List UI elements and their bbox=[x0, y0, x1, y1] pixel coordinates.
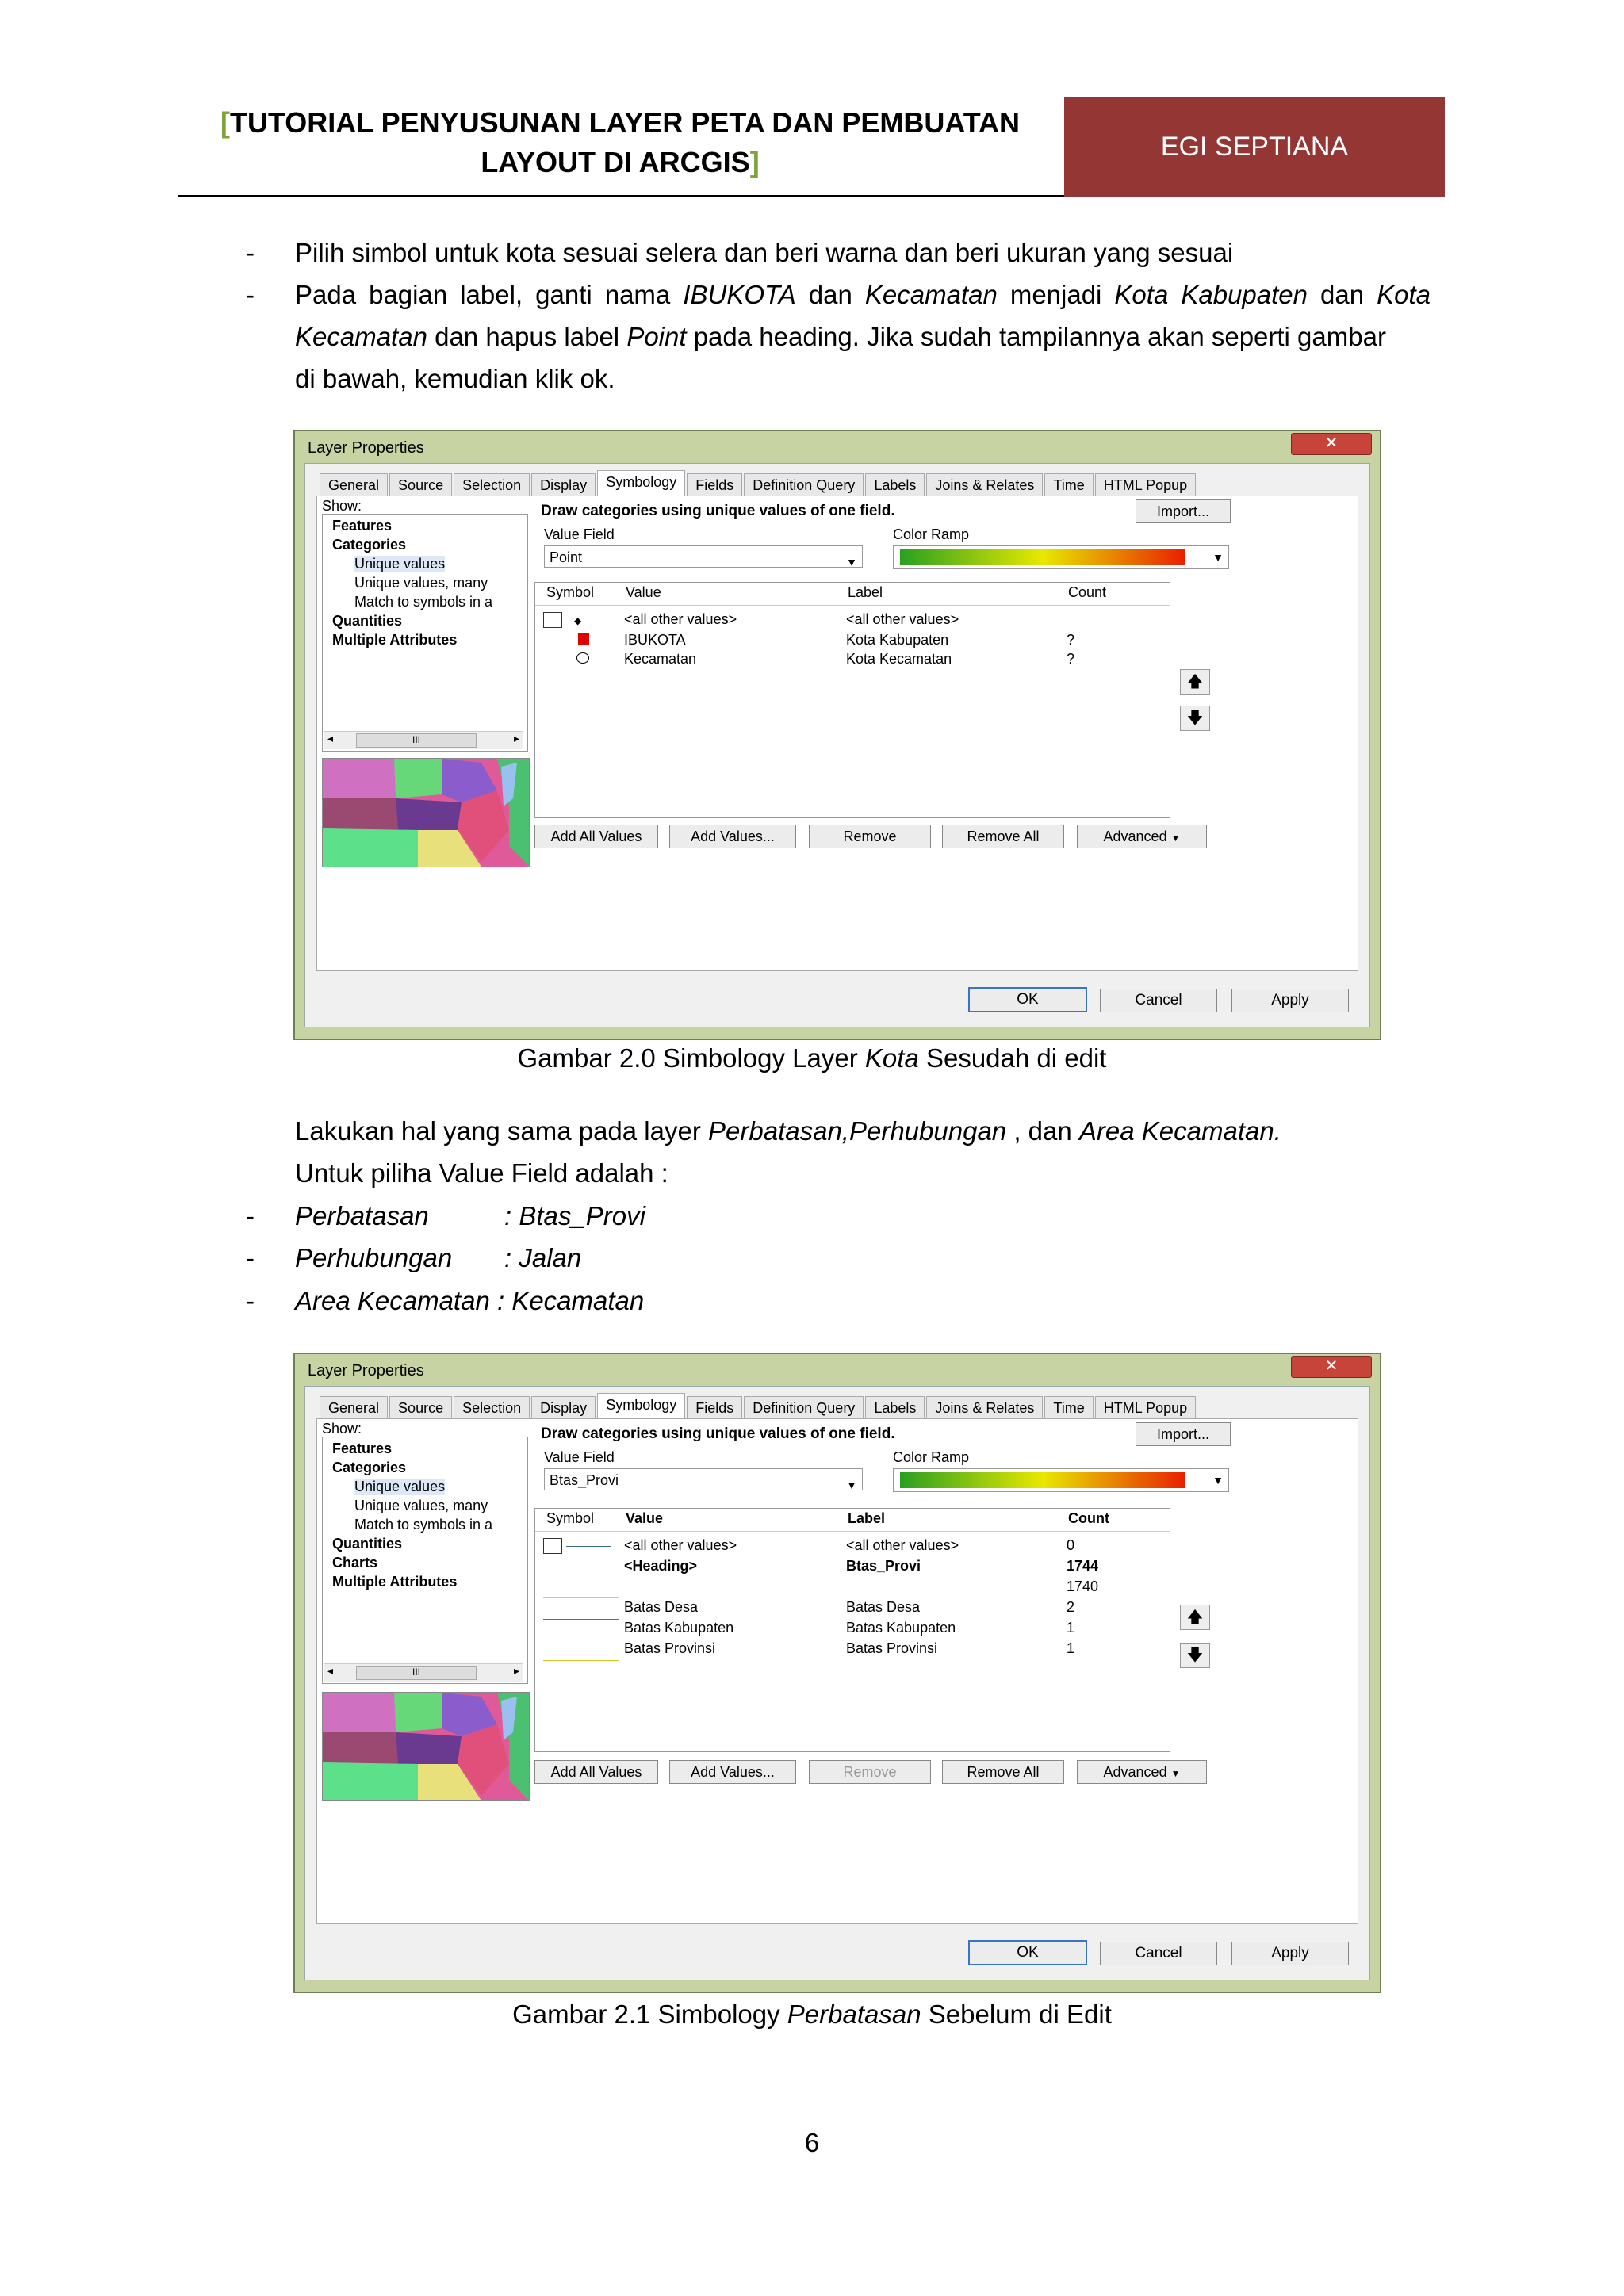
tab-labels[interactable]: Labels bbox=[865, 1396, 925, 1419]
row-value: <all other values> bbox=[624, 611, 737, 627]
color-ramp-select[interactable] bbox=[893, 1468, 1229, 1492]
row-value: <Heading> bbox=[624, 1558, 698, 1574]
row-count: 1740 bbox=[1067, 1578, 1099, 1594]
tree-quantities[interactable]: Quantities bbox=[332, 613, 403, 629]
ok-button[interactable]: OK bbox=[968, 987, 1087, 1012]
cancel-button[interactable]: Cancel bbox=[1100, 1942, 1217, 1965]
tab-html-popup[interactable]: HTML Popup bbox=[1095, 473, 1196, 496]
header-title bbox=[178, 103, 1063, 182]
tree-charts[interactable]: Charts bbox=[332, 1555, 378, 1571]
remove-button[interactable]: Remove bbox=[809, 1760, 931, 1784]
chevron-down-icon: ▼ bbox=[846, 1479, 857, 1491]
para2-line1: Lakukan hal yang sama pada layer Perbatasan,Perhubungan , dan Area Kecamatan. bbox=[295, 1116, 1281, 1146]
tab-selection[interactable]: Selection bbox=[454, 1396, 530, 1419]
symbology-panel bbox=[316, 1418, 1358, 1924]
row-count: 1744 bbox=[1067, 1558, 1099, 1574]
remove-button[interactable]: Remove bbox=[809, 825, 931, 848]
draw-categories-label: Draw categories using unique values of one field. bbox=[541, 1425, 895, 1442]
move-up-button[interactable]: 🡅 bbox=[1180, 669, 1210, 695]
caption-2: Gambar 2.1 Simbology Perbatasan Sebelum di Edit bbox=[512, 1999, 1112, 2029]
layer-properties-dialog-1 bbox=[293, 430, 1381, 1040]
show-tree bbox=[322, 1437, 528, 1684]
bullet-dash: - bbox=[246, 1243, 255, 1272]
tree-unique-values-many[interactable]: Unique values, many bbox=[354, 575, 488, 591]
map-preview bbox=[322, 758, 530, 867]
apply-button[interactable]: Apply bbox=[1231, 989, 1349, 1012]
color-ramp-swatch bbox=[900, 549, 1185, 565]
import-button[interactable]: Import... bbox=[1136, 1422, 1231, 1446]
tree-categories[interactable]: Categories bbox=[332, 1460, 407, 1475]
col-symbol[interactable]: Symbol bbox=[546, 1510, 595, 1526]
col-label[interactable]: Label bbox=[848, 584, 883, 600]
bullet-2-line1: Pada bagian label, ganti nama IBUKOTA dan Kecamatan menjadi Kota Kabupaten dan Kota bbox=[295, 280, 1431, 309]
ok-button[interactable]: OK bbox=[968, 1940, 1087, 1965]
row-label: Kota Kabupaten bbox=[846, 632, 949, 648]
layer-properties-dialog-2 bbox=[293, 1353, 1381, 1993]
tree-scrollbar[interactable]: ◂ III ▸ bbox=[324, 1663, 523, 1682]
tree-match-to-symbols[interactable]: Match to symbols in a bbox=[354, 594, 493, 610]
row-count: ? bbox=[1067, 632, 1075, 648]
row-value: Kecamatan bbox=[624, 651, 697, 667]
row-count: 1 bbox=[1067, 1620, 1075, 1636]
row-label: Batas Desa bbox=[846, 1599, 921, 1615]
line-symbol-red bbox=[543, 1628, 619, 1644]
bullet-dash: - bbox=[246, 280, 255, 309]
tab-selection[interactable]: Selection bbox=[454, 473, 530, 496]
col-count[interactable]: Count bbox=[1068, 1510, 1109, 1526]
tree-features[interactable]: Features bbox=[332, 518, 393, 534]
value-field-select[interactable]: Point ▼ bbox=[544, 545, 863, 568]
vf-layer-2: Perhubungan bbox=[295, 1243, 453, 1272]
row-label: <all other values> bbox=[846, 611, 959, 627]
value-field-label: Value Field bbox=[544, 1449, 615, 1465]
row-count: ? bbox=[1067, 651, 1075, 667]
move-up-button[interactable]: 🡅 bbox=[1180, 1605, 1210, 1630]
checkbox-icon[interactable] bbox=[543, 1538, 562, 1554]
tab-strip bbox=[320, 473, 1197, 496]
add-values-button[interactable]: Add Values... bbox=[669, 825, 796, 848]
row-value: <all other values> bbox=[624, 1537, 737, 1553]
author-name: EGI SEPTIANA bbox=[1160, 131, 1349, 162]
close-button[interactable]: ✕ bbox=[1291, 433, 1372, 455]
table-row[interactable] bbox=[543, 611, 581, 628]
color-ramp-select[interactable] bbox=[893, 545, 1229, 569]
header-rule bbox=[178, 195, 1066, 197]
circle-icon bbox=[576, 651, 589, 668]
table-row[interactable] bbox=[543, 1537, 611, 1554]
draw-categories-label: Draw categories using unique values of one field. bbox=[541, 503, 895, 519]
vf-field-2: : Jalan bbox=[504, 1243, 582, 1272]
col-label[interactable]: Label bbox=[848, 1510, 886, 1526]
color-ramp-label: Color Ramp bbox=[893, 1449, 970, 1465]
tree-unique-values[interactable]: Unique values bbox=[354, 1479, 446, 1494]
tree-multiple-attributes[interactable]: Multiple Attributes bbox=[332, 632, 458, 648]
author-box bbox=[1064, 97, 1445, 197]
advanced-button[interactable]: Advanced ▼ bbox=[1077, 825, 1207, 848]
close-button[interactable]: ✕ bbox=[1291, 1356, 1372, 1378]
tab-strip bbox=[320, 1396, 1197, 1418]
diamond-icon: ◆ bbox=[574, 615, 582, 626]
tree-unique-values[interactable]: Unique values bbox=[354, 556, 446, 572]
symbology-panel bbox=[316, 496, 1358, 971]
tree-scrollbar[interactable]: ◂ III ▸ bbox=[324, 731, 523, 749]
row-label: Kota Kecamatan bbox=[846, 651, 952, 667]
color-ramp-label: Color Ramp bbox=[893, 526, 970, 542]
row-value: Batas Desa bbox=[624, 1599, 699, 1615]
row-value: Batas Kabupaten bbox=[624, 1620, 734, 1636]
dialog-body bbox=[304, 1386, 1370, 1980]
dialog-body bbox=[304, 463, 1370, 1027]
add-all-values-button[interactable]: Add All Values bbox=[534, 1760, 658, 1784]
col-count[interactable]: Count bbox=[1068, 584, 1107, 600]
chevron-down-icon: ▼ bbox=[1170, 832, 1181, 844]
import-button[interactable]: Import... bbox=[1136, 499, 1231, 523]
row-label: Batas Provinsi bbox=[846, 1640, 938, 1656]
cancel-button[interactable]: Cancel bbox=[1100, 989, 1217, 1012]
remove-all-button[interactable]: Remove All bbox=[942, 1760, 1064, 1784]
dialog-title: Layer Properties bbox=[308, 439, 424, 457]
value-field-select[interactable]: Btas_Provi ▼ bbox=[544, 1468, 863, 1490]
tab-source[interactable]: Source bbox=[389, 1396, 452, 1419]
tab-symbology[interactable]: Symbology bbox=[597, 1393, 685, 1419]
advanced-button[interactable]: Advanced ▼ bbox=[1077, 1760, 1207, 1784]
tab-html-popup[interactable]: HTML Popup bbox=[1095, 1396, 1196, 1419]
row-value: IBUKOTA bbox=[624, 632, 686, 648]
bullet-dash: - bbox=[246, 238, 255, 267]
dialog-title: Layer Properties bbox=[308, 1362, 424, 1380]
red-square-icon bbox=[578, 632, 589, 649]
apply-button[interactable]: Apply bbox=[1231, 1942, 1349, 1965]
tree-unique-values-many[interactable]: Unique values, many bbox=[354, 1498, 488, 1513]
tree-features[interactable]: Features bbox=[332, 1441, 393, 1456]
row-label: <all other values> bbox=[846, 1537, 959, 1553]
tab-fields[interactable]: Fields bbox=[687, 473, 742, 496]
move-down-button[interactable]: 🡇 bbox=[1180, 1643, 1210, 1668]
tree-categories[interactable]: Categories bbox=[332, 537, 407, 553]
tab-general[interactable]: General bbox=[320, 473, 388, 496]
vf-layer-3: Area Kecamatan : Kecamatan bbox=[295, 1286, 645, 1315]
chevron-down-icon: ▼ bbox=[1170, 1768, 1181, 1779]
tab-joins-relates[interactable]: Joins & Relates bbox=[926, 473, 1043, 496]
para2-line2: Untuk piliha Value Field adalah : bbox=[295, 1158, 668, 1188]
open-bracket: [ bbox=[220, 106, 230, 139]
tab-time[interactable]: Time bbox=[1044, 1396, 1093, 1419]
values-table bbox=[534, 1508, 1170, 1752]
show-label: Show: bbox=[322, 498, 362, 514]
show-label: Show: bbox=[322, 1421, 362, 1437]
bullet-2-line2: Kecamatan dan hapus label Point pada heading. Jika sudah tampilannya akan seperti gambar bbox=[295, 322, 1386, 351]
show-tree bbox=[322, 514, 528, 752]
line-symbol-yellow bbox=[543, 1648, 619, 1665]
tab-general[interactable]: General bbox=[320, 1396, 388, 1419]
tab-fields[interactable]: Fields bbox=[687, 1396, 742, 1419]
caption-1: Gambar 2.0 Simbology Layer Kota Sesudah di edit bbox=[517, 1043, 1107, 1073]
add-all-values-button[interactable]: Add All Values bbox=[534, 825, 658, 848]
col-value[interactable]: Value bbox=[626, 584, 661, 600]
tab-display[interactable]: Display bbox=[531, 473, 596, 496]
tree-match-to-symbols[interactable]: Match to symbols in a bbox=[354, 1517, 493, 1533]
tab-definition-query[interactable]: Definition Query bbox=[744, 473, 864, 496]
bullet-dash: - bbox=[246, 1286, 255, 1315]
row-count: 1 bbox=[1067, 1640, 1075, 1656]
col-symbol[interactable]: Symbol bbox=[546, 584, 595, 600]
color-ramp-swatch bbox=[900, 1472, 1185, 1488]
value-field-label: Value Field bbox=[544, 526, 615, 542]
close-bracket: ] bbox=[749, 146, 760, 178]
bullet-2-line3: di bawah, kemudian klik ok. bbox=[295, 364, 615, 393]
page-number: 6 bbox=[804, 2128, 820, 2157]
line-symbol-yellow bbox=[543, 1585, 619, 1601]
row-label: Btas_Provi bbox=[846, 1558, 921, 1574]
tab-definition-query[interactable]: Definition Query bbox=[744, 1396, 864, 1419]
tree-multiple-attributes[interactable]: Multiple Attributes bbox=[332, 1574, 458, 1590]
row-label: Batas Kabupaten bbox=[846, 1620, 956, 1636]
tab-display[interactable]: Display bbox=[531, 1396, 596, 1419]
bullet-1-text: Pilih simbol untuk kota sesuai selera dan beri warna dan beri ukuran yang sesuai bbox=[295, 238, 1234, 267]
values-table bbox=[534, 582, 1170, 818]
row-count: 0 bbox=[1067, 1537, 1075, 1553]
row-count: 2 bbox=[1067, 1599, 1075, 1615]
line-symbol-green bbox=[543, 1607, 619, 1624]
chevron-down-icon: ▼ bbox=[1212, 551, 1224, 564]
col-value[interactable]: Value bbox=[626, 1510, 664, 1526]
map-preview bbox=[322, 1692, 530, 1801]
move-down-button[interactable]: 🡇 bbox=[1180, 706, 1210, 731]
tab-labels[interactable]: Labels bbox=[865, 473, 925, 496]
vf-layer-1: Perbatasan bbox=[295, 1201, 429, 1230]
tab-source[interactable]: Source bbox=[389, 473, 452, 496]
bullet-dash: - bbox=[246, 1201, 255, 1230]
header-title-line2: LAYOUT DI ARCGIS bbox=[481, 146, 750, 178]
tab-joins-relates[interactable]: Joins & Relates bbox=[926, 1396, 1043, 1419]
add-values-button[interactable]: Add Values... bbox=[669, 1760, 796, 1784]
vf-field-1: : Btas_Provi bbox=[504, 1201, 645, 1230]
chevron-down-icon: ▼ bbox=[846, 556, 857, 568]
tree-quantities[interactable]: Quantities bbox=[332, 1536, 403, 1552]
row-value: Batas Provinsi bbox=[624, 1640, 716, 1656]
remove-all-button[interactable]: Remove All bbox=[942, 825, 1064, 848]
chevron-down-icon: ▼ bbox=[1212, 1474, 1224, 1487]
header-title-line1: TUTORIAL PENYUSUNAN LAYER PETA DAN PEMBUATAN bbox=[229, 106, 1021, 139]
tab-time[interactable]: Time bbox=[1044, 473, 1093, 496]
line-symbol bbox=[566, 1546, 611, 1547]
tab-symbology[interactable]: Symbology bbox=[597, 470, 685, 496]
checkbox-icon[interactable] bbox=[543, 612, 562, 628]
